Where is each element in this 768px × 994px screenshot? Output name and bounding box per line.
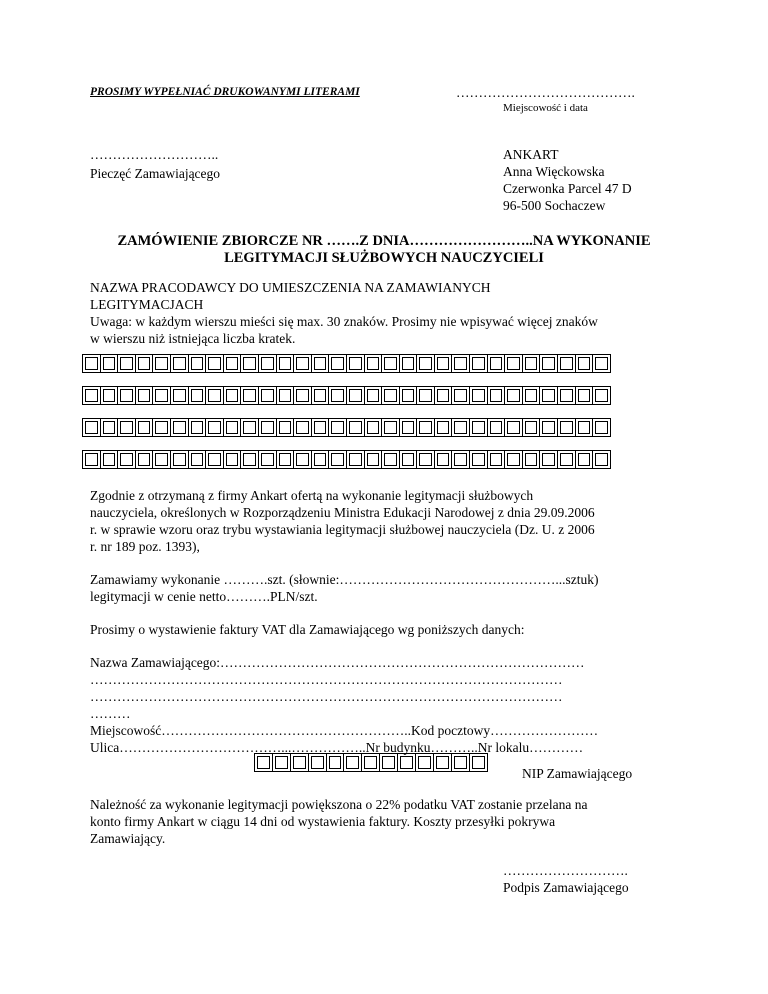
place-date-field[interactable]: ………………………………….: [456, 85, 635, 100]
letter-box[interactable]: [593, 450, 611, 469]
letter-box[interactable]: [488, 386, 506, 405]
letter-box[interactable]: [312, 418, 330, 437]
customer-name-continuation-3[interactable]: ………: [90, 706, 131, 721]
letter-box[interactable]: [452, 418, 470, 437]
employer-heading-2: LEGITYMACJACH: [90, 297, 204, 312]
letter-box[interactable]: [400, 450, 418, 469]
letter-box[interactable]: [153, 418, 171, 437]
letter-box[interactable]: [558, 450, 576, 469]
letter-box[interactable]: [435, 418, 453, 437]
letter-box[interactable]: [470, 386, 488, 405]
letter-box[interactable]: [400, 386, 418, 405]
nip-digit-box[interactable]: [362, 753, 380, 772]
letter-box[interactable]: [435, 354, 453, 373]
letter-box[interactable]: [189, 450, 207, 469]
letter-box[interactable]: [505, 450, 523, 469]
employer-section: [90, 279, 598, 347]
letter-box[interactable]: [523, 386, 541, 405]
letter-box[interactable]: [488, 354, 506, 373]
nip-input-grid[interactable]: [254, 753, 488, 772]
letter-box[interactable]: [365, 386, 383, 405]
letter-box[interactable]: [241, 418, 259, 437]
letter-box[interactable]: [558, 418, 576, 437]
stamp-label: Pieczęć Zamawiającego: [90, 166, 221, 181]
letter-box[interactable]: [83, 450, 101, 469]
letter-box[interactable]: [329, 386, 347, 405]
letter-box[interactable]: [171, 450, 189, 469]
letter-box[interactable]: [171, 386, 189, 405]
letter-box[interactable]: [470, 418, 488, 437]
letter-box[interactable]: [382, 450, 400, 469]
letter-box[interactable]: [505, 354, 523, 373]
letter-box[interactable]: [136, 354, 154, 373]
title-line-2: LEGITYMACJI SŁUŻBOWYCH NAUCZYCIELI: [224, 250, 544, 266]
letter-box[interactable]: [488, 418, 506, 437]
stamp-field[interactable]: ………………………..: [90, 147, 219, 162]
customer-name-continuation-2[interactable]: ……………………………………………………………………………………………: [90, 689, 563, 704]
letter-box[interactable]: [206, 418, 224, 437]
letter-box[interactable]: [206, 450, 224, 469]
letter-box[interactable]: [101, 418, 119, 437]
letter-box[interactable]: [118, 354, 136, 373]
place-date-label: Miejscowość i data: [503, 102, 588, 114]
recipient-address: [503, 146, 632, 214]
nip-digit-box[interactable]: [434, 753, 452, 772]
letter-box[interactable]: [417, 450, 435, 469]
letter-box[interactable]: [593, 418, 611, 437]
nip-label: NIP Zamawiającego: [522, 766, 633, 781]
letter-box[interactable]: [576, 386, 594, 405]
letter-box[interactable]: [400, 354, 418, 373]
letter-box[interactable]: [452, 386, 470, 405]
signature-label: Podpis Zamawiającego: [503, 880, 629, 895]
letter-box[interactable]: [329, 450, 347, 469]
letter-box[interactable]: [558, 354, 576, 373]
employer-name-row-3[interactable]: [82, 418, 611, 437]
nip-digit-box[interactable]: [398, 753, 416, 772]
letter-box[interactable]: [206, 386, 224, 405]
letter-box[interactable]: [576, 450, 594, 469]
page-title: [60, 233, 708, 267]
letter-box[interactable]: [206, 354, 224, 373]
letter-box[interactable]: [312, 450, 330, 469]
letter-box[interactable]: [153, 354, 171, 373]
letter-box[interactable]: [347, 418, 365, 437]
nip-digit-box[interactable]: [291, 753, 309, 772]
letter-box[interactable]: [365, 450, 383, 469]
letter-box[interactable]: [277, 386, 295, 405]
letter-box[interactable]: [417, 354, 435, 373]
letter-box[interactable]: [259, 386, 277, 405]
letter-box[interactable]: [400, 418, 418, 437]
letter-box[interactable]: [241, 354, 259, 373]
employer-note-2: w wierszu niż istniejąca liczba kratek.: [90, 331, 296, 346]
customer-name-field[interactable]: Nazwa Zamawiającego:………………………………………………………………………: [90, 655, 585, 670]
nip-digit-box[interactable]: [470, 753, 488, 772]
letter-box[interactable]: [540, 418, 558, 437]
city-postal-field[interactable]: Miejscowość………………………………………………..Kod pocztowy……………………: [90, 723, 599, 738]
invoice-request: Prosimy o wystawienie faktury VAT dla Zamawiającego wg poniższych danych:: [90, 622, 525, 637]
nip-digit-box[interactable]: [344, 753, 362, 772]
letter-box[interactable]: [136, 450, 154, 469]
letter-box[interactable]: [382, 354, 400, 373]
letter-box[interactable]: [523, 354, 541, 373]
letter-box[interactable]: [435, 450, 453, 469]
letter-box[interactable]: [435, 386, 453, 405]
letter-box[interactable]: [593, 386, 611, 405]
letter-box[interactable]: [470, 450, 488, 469]
letter-box[interactable]: [224, 418, 242, 437]
letter-box[interactable]: [558, 386, 576, 405]
letter-box[interactable]: [576, 354, 594, 373]
nip-digit-box[interactable]: [309, 753, 327, 772]
letter-box[interactable]: [224, 354, 242, 373]
recipient-person: Anna Więckowska: [503, 164, 605, 179]
letter-box[interactable]: [540, 386, 558, 405]
letter-box[interactable]: [83, 386, 101, 405]
employer-heading-1: NAZWA PRACODAWCY DO UMIESZCZENIA NA ZAMAWIANYCH: [90, 280, 491, 295]
recipient-street: Czerwonka Parcel 47 D: [503, 181, 632, 196]
payment-line-3: Zamawiający.: [90, 831, 166, 846]
letter-box[interactable]: [329, 418, 347, 437]
letter-box[interactable]: [83, 418, 101, 437]
signature-field[interactable]: ……………………….: [503, 863, 628, 878]
letter-box[interactable]: [347, 386, 365, 405]
letter-box[interactable]: [365, 354, 383, 373]
letter-box[interactable]: [277, 418, 295, 437]
payment-terms: [90, 796, 587, 847]
letter-box[interactable]: [259, 354, 277, 373]
letter-box[interactable]: [505, 386, 523, 405]
employer-name-row-4[interactable]: [82, 450, 611, 469]
letter-box[interactable]: [523, 418, 541, 437]
legal-line-2: nauczyciela, określonych w Rozporządzeniu Ministra Edukacji Narodowej z dnia 29.09.2006: [90, 505, 595, 520]
letter-box[interactable]: [329, 354, 347, 373]
letter-box[interactable]: [136, 418, 154, 437]
legal-line-3: r. w sprawie wzoru oraz trybu wystawiania legitymacji służbowej nauczyciela (Dz. U. z 2006: [90, 522, 595, 537]
letter-box[interactable]: [417, 386, 435, 405]
legal-line-4: r. nr 189 poz. 1393),: [90, 539, 200, 554]
nip-digit-box[interactable]: [255, 753, 273, 772]
letter-box[interactable]: [171, 354, 189, 373]
letter-box[interactable]: [294, 354, 312, 373]
order-price-line[interactable]: legitymacji w cenie netto……….PLN/szt.: [90, 589, 318, 604]
legal-line-1: Zgodnie z otrzymaną z firmy Ankart ofertą na wykonanie legitymacji służbowych: [90, 488, 534, 503]
letter-box[interactable]: [576, 418, 594, 437]
nip-digit-box[interactable]: [452, 753, 470, 772]
recipient-name: ANKART: [503, 147, 559, 162]
letter-box[interactable]: [101, 354, 119, 373]
letter-box[interactable]: [118, 450, 136, 469]
invoice-data-section: [90, 654, 598, 756]
letter-box[interactable]: [505, 418, 523, 437]
letter-box[interactable]: [259, 418, 277, 437]
letter-box[interactable]: [153, 450, 171, 469]
letter-box[interactable]: [171, 418, 189, 437]
nip-digit-box[interactable]: [327, 753, 345, 772]
letter-box[interactable]: [312, 386, 330, 405]
letter-box[interactable]: [101, 450, 119, 469]
letter-box[interactable]: [118, 418, 136, 437]
letter-box[interactable]: [540, 354, 558, 373]
letter-box[interactable]: [153, 386, 171, 405]
nip-digit-box[interactable]: [273, 753, 291, 772]
letter-box[interactable]: [189, 354, 207, 373]
letter-box[interactable]: [294, 418, 312, 437]
employer-note-1: Uwaga: w każdym wierszu mieści się max. 30 znaków. Prosimy nie wpisywać więcej znaków: [90, 314, 598, 329]
letter-box[interactable]: [83, 354, 101, 373]
letter-box[interactable]: [382, 418, 400, 437]
letter-box[interactable]: [417, 418, 435, 437]
letter-box[interactable]: [488, 450, 506, 469]
letter-box[interactable]: [294, 450, 312, 469]
signature-block: [503, 862, 629, 896]
letter-box[interactable]: [470, 354, 488, 373]
letter-box[interactable]: [189, 418, 207, 437]
letter-box[interactable]: [189, 386, 207, 405]
letter-box[interactable]: [277, 354, 295, 373]
title-line-1: ZAMÓWIENIE ZBIORCZE NR …….Z DNIA……………………..NA WYKONANIE: [117, 233, 651, 249]
letter-box[interactable]: [365, 418, 383, 437]
letter-box[interactable]: [118, 386, 136, 405]
letter-box[interactable]: [241, 450, 259, 469]
letter-box[interactable]: [540, 450, 558, 469]
employer-name-row-1[interactable]: [82, 354, 611, 373]
letter-box[interactable]: [224, 450, 242, 469]
order-section: [90, 571, 598, 605]
letter-box[interactable]: [101, 386, 119, 405]
letter-box[interactable]: [523, 450, 541, 469]
letter-box[interactable]: [452, 450, 470, 469]
letter-box[interactable]: [347, 450, 365, 469]
payment-line-2: konto firmy Ankart w ciągu 14 dni od wystawienia faktury. Koszty przesyłki pokrywa: [90, 814, 556, 829]
letter-box[interactable]: [294, 386, 312, 405]
payment-line-1: Należność za wykonanie legitymacji powiększona o 22% podatku VAT zostanie przelana na: [90, 797, 588, 812]
recipient-city: 96-500 Sochaczew: [503, 198, 606, 213]
letter-box[interactable]: [136, 386, 154, 405]
employer-name-row-2[interactable]: [82, 386, 611, 405]
order-quantity-line[interactable]: Zamawiamy wykonanie ……….szt. (słownie:…………………………………………...sztuk): [90, 572, 599, 587]
legal-basis-text: [90, 487, 595, 555]
customer-name-continuation-1[interactable]: ……………………………………………………………………………………………: [90, 672, 563, 687]
print-instruction: PROSIMY WYPEŁNIAĆ DRUKOWANYMI LITERAMI: [90, 86, 360, 98]
letter-box[interactable]: [593, 354, 611, 373]
nip-digit-box[interactable]: [416, 753, 434, 772]
letter-box[interactable]: [312, 354, 330, 373]
letter-box[interactable]: [452, 354, 470, 373]
letter-box[interactable]: [241, 386, 259, 405]
letter-box[interactable]: [277, 450, 295, 469]
letter-box[interactable]: [347, 354, 365, 373]
letter-box[interactable]: [224, 386, 242, 405]
street-address-field[interactable]: Ulica………………………………...……………..Nr budynku………..Nr lokalu…………: [90, 740, 584, 755]
letter-box[interactable]: [259, 450, 277, 469]
letter-box[interactable]: [382, 386, 400, 405]
nip-digit-box[interactable]: [380, 753, 398, 772]
